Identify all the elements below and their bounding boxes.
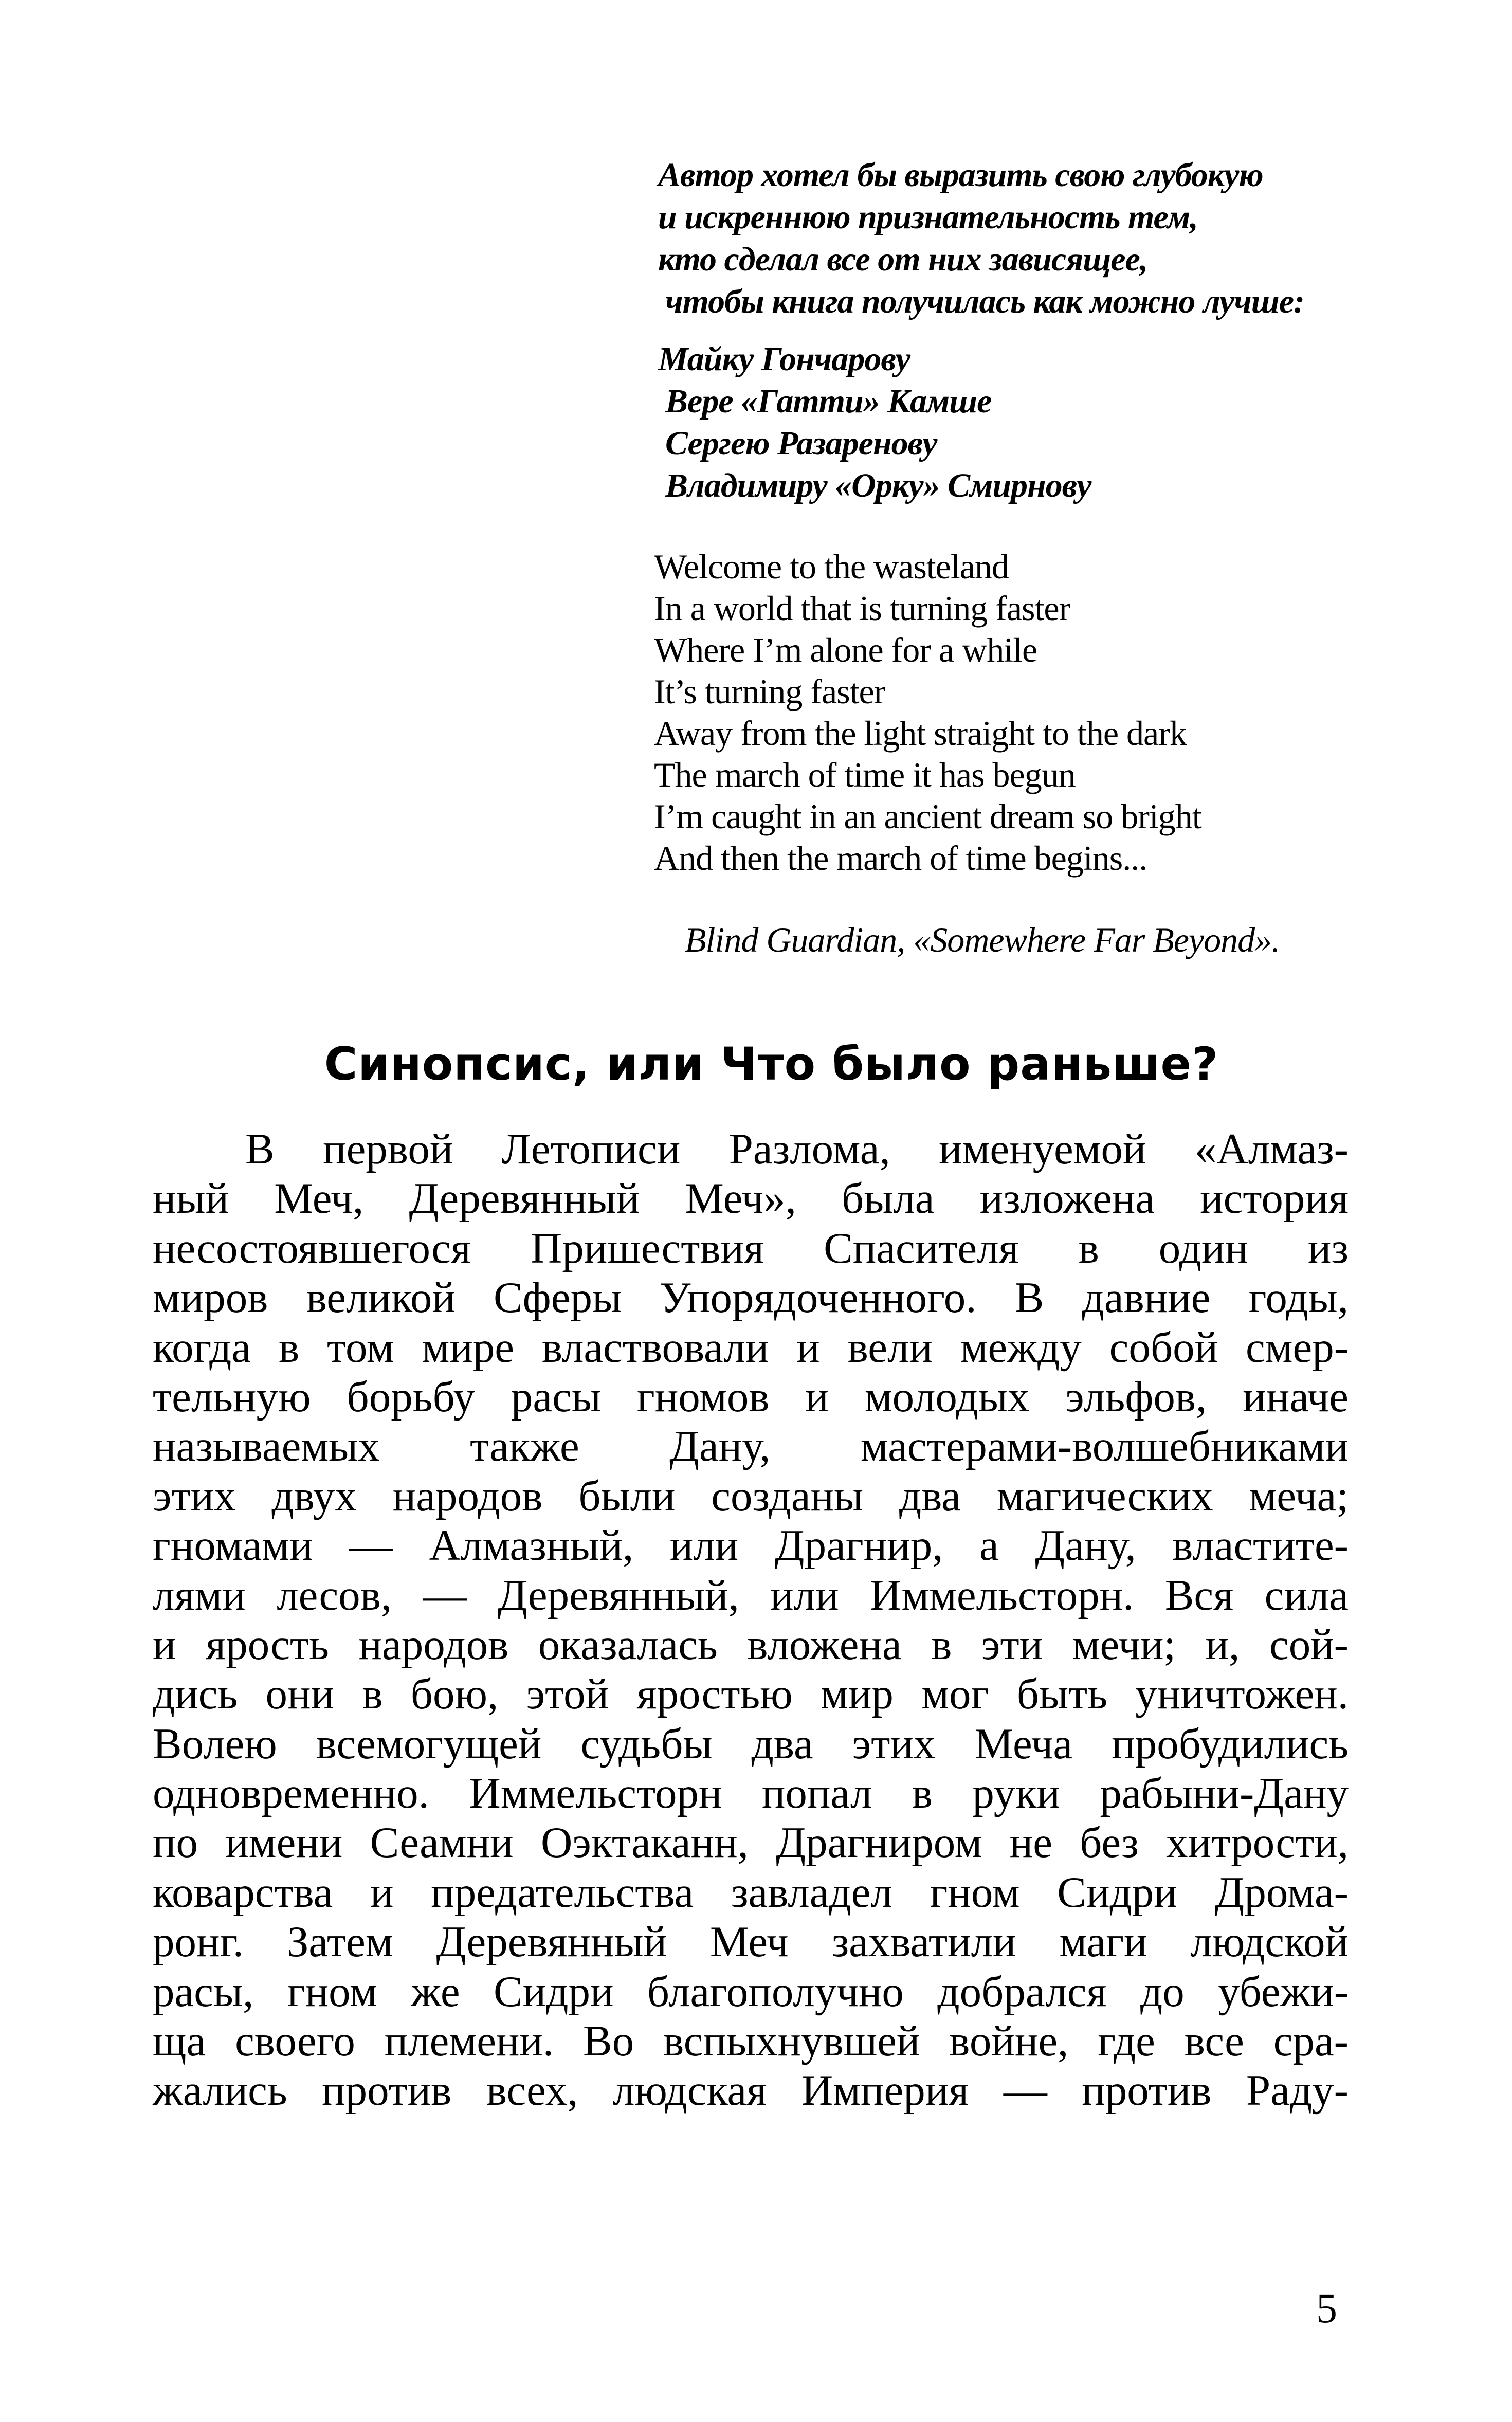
body-line: Волею всемогущей судьбы два этих Меча пробудились	[153, 1719, 1349, 1768]
dedication-names	[658, 338, 1388, 507]
body-line: тельную борьбу расы гномов и молодых эльфов, иначе	[153, 1372, 1349, 1421]
body-text	[153, 1124, 1349, 2116]
dedication-name: Майку Гончарову	[658, 340, 910, 378]
epigraph-line: In a world that is turning faster	[654, 589, 1070, 628]
body-line: одновременно. Иммельсторн попал в руки рабыни-Дану	[153, 1769, 1349, 1818]
epigraph-line: Away from the light straight to the dark	[654, 714, 1187, 753]
body-line: гномами — Алмазный, или Драгнир, а Дану, властите-	[153, 1521, 1349, 1570]
body-line: дись они в бою, этой яростью мир мог быть уничтожен.	[153, 1670, 1349, 1719]
epigraph-line: Where I’m alone for a while	[654, 630, 1037, 669]
body-line: ный Меч, Деревянный Меч», была изложена история	[153, 1174, 1349, 1223]
page-number: 5	[1316, 2285, 1337, 2332]
epigraph-line: Welcome to the wasteland	[654, 547, 1009, 586]
body-line: В первой Летописи Разлома, именуемой «Алмаз-	[245, 1125, 1349, 1173]
body-line: расы, гном же Сидри благополучно добрался до убежи-	[153, 1967, 1349, 2016]
dedication-name: Сергею Разаренову	[665, 425, 937, 462]
dedication	[658, 154, 1388, 507]
epigraph-attribution: Blind Guardian, «Somewhere Far Beyond».	[685, 920, 1280, 959]
body-line: ща своего племени. Во вспыхнувшей войне, где все сра-	[153, 2017, 1349, 2066]
body-line: этих двух народов были созданы два магических меча;	[153, 1471, 1349, 1520]
dedication-line: и искреннюю признательность тем,	[658, 198, 1198, 236]
body-line: когда в том мире властвовали и вели между собой смер-	[153, 1323, 1349, 1372]
epigraph-line: The march of time it has begun	[654, 755, 1076, 794]
epigraph-line: I’m caught in an ancient dream so bright	[654, 797, 1201, 836]
dedication-line: кто сделал все от них зависящее,	[658, 241, 1148, 278]
dedication-line: чтобы книга получилась как можно лучше:	[665, 283, 1305, 320]
section-heading: Синопсис, или Что было раньше?	[324, 1037, 1219, 1090]
body-line: лями лесов, — Деревянный, или Иммельсторн. Вся сила	[153, 1571, 1349, 1619]
body-line: называемых также Дану, мастерами-волшебниками	[153, 1422, 1349, 1471]
dedication-name: Владимиру «Орку» Смирнову	[665, 467, 1091, 504]
body-line: миров великой Сферы Упорядоченного. В давние годы,	[153, 1273, 1349, 1322]
body-line: по имени Сеамни Оэктаканн, Драгниром не без хитрости,	[153, 1818, 1349, 1867]
dedication-line: Автор хотел бы выразить свою глубокую	[658, 156, 1263, 194]
body-line: коварства и предательства завладел гном Сидри Дрома-	[153, 1868, 1349, 1917]
epigraph-line: And then the march of time begins...	[654, 839, 1147, 878]
epigraph-line: It’s turning faster	[654, 672, 885, 711]
body-line: ронг. Затем Деревянный Меч захватили маги людской	[153, 1918, 1349, 1966]
dedication-name: Вере «Гатти» Камше	[665, 383, 992, 420]
body-line: жались против всех, людская Империя — против Раду-	[153, 2066, 1349, 2115]
body-line: и ярость народов оказалась вложена в эти мечи; и, сой-	[153, 1620, 1349, 1669]
body-line: несостоявшегося Пришествия Спасителя в один из	[153, 1224, 1349, 1272]
epigraph	[654, 546, 1399, 879]
